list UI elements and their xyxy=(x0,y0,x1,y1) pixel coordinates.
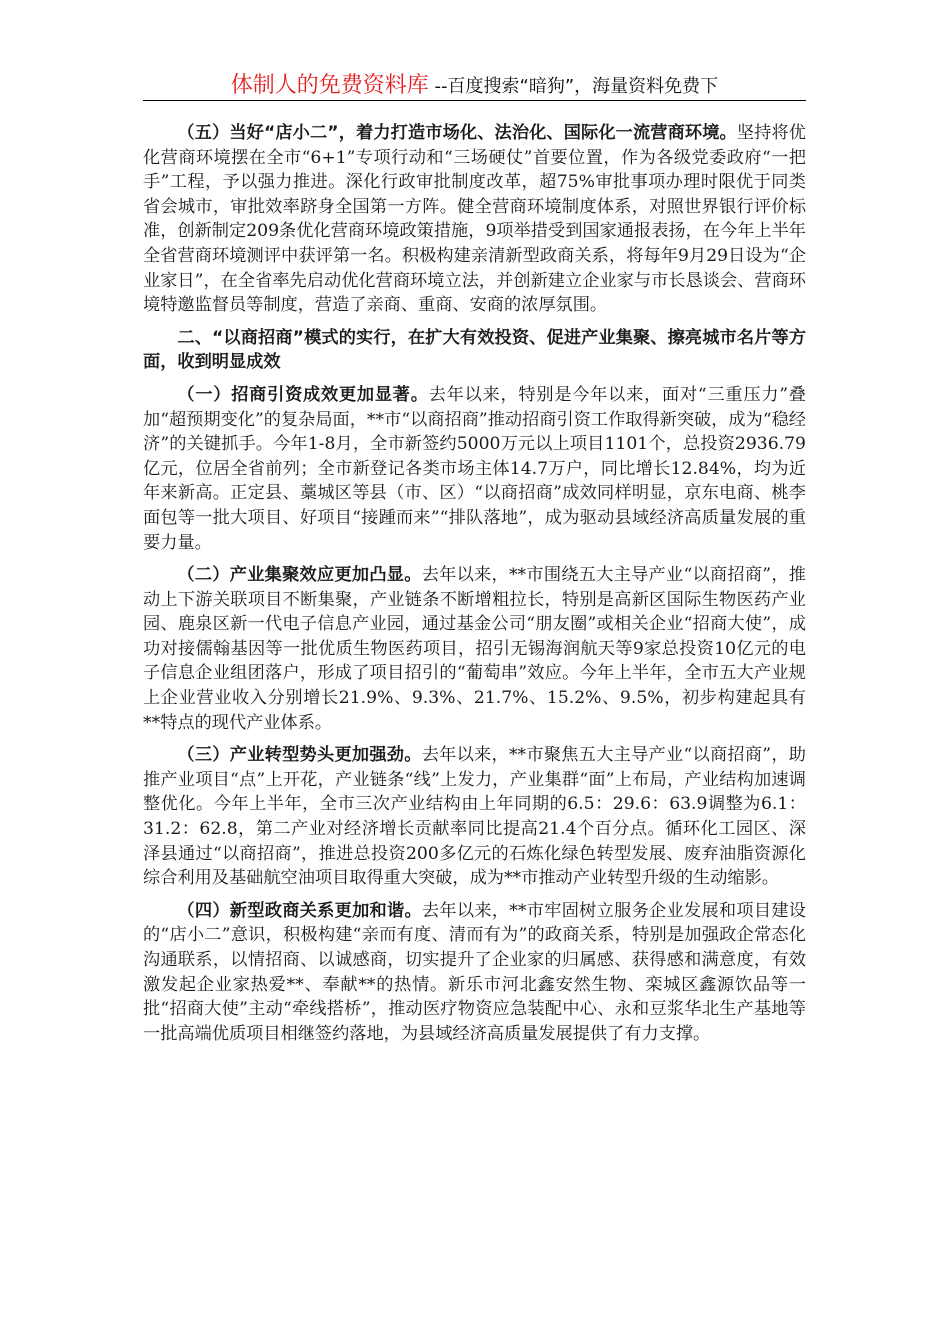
paragraph-heading: （二）产业集聚效应更加凸显。 xyxy=(177,565,422,586)
header-divider xyxy=(143,100,806,101)
paragraph-heading: （三）产业转型势头更加强劲。 xyxy=(177,745,422,766)
page-header xyxy=(143,70,806,102)
paragraph-text: 去年以来，**市牢固树立服务企业发展和项目建设的“店小二”意识，积极构建“亲而有度、清而有为”的政商关系，特别是加强政企常态化沟通联系，以情招商、以诚感商，切实提升了企业家的归属感、获得感和满意度，有效激发起企业家热爱**、奉献**的热情。新乐市河北鑫安然生物、栾城区鑫源饮品等一批“招商大使”主动“牵线搭桥”，推动医疗物资应急装配中心、永和豆浆华北生产基地等一批高端优质项目相继签约落地，为县域经济高质量发展提供了有力支撑。 xyxy=(143,900,806,1044)
header-brand: 体制人的免费资料库 xyxy=(230,73,429,98)
paragraph-heading: （五）当好“店小二”，着力打造市场化、法治化、国际化一流营商环境。 xyxy=(177,123,737,143)
paragraph-three xyxy=(143,743,806,891)
paragraph-text: 去年以来，**市围绕五大主导产业“以商招商”，推动上下游关联项目不断集聚，产业链条不断增粗拉长，特别是高新区国际生物医药产业园、鹿泉区新一代电子信息产业园，通过基金公司“朋友圈”或相关企业“招商大使”，成功对接儒翰基因等一批优质生物医药项目，招引无锡海润航天等9家总投资10亿元的电子信息企业组团落户，形成了项目招引的“葡萄串”效应。今年上半年，全市五大产业规上企业营业收入分别增长21.9%、9.3%、21.7%、15.2%、9.5%，初步构建起具有**特点的现代产业体系。 xyxy=(143,565,806,733)
paragraph-four xyxy=(143,899,806,1047)
paragraph-five xyxy=(143,121,806,318)
header-tagline: --百度搜索“暗狗”，海量资料免费下 xyxy=(428,76,719,97)
paragraph-heading: （一）招商引资成效更加显著。 xyxy=(177,384,429,405)
paragraph-one xyxy=(143,383,806,555)
paragraph-two xyxy=(143,563,806,735)
paragraph-text: 坚持将优化营商环境摆在全市“6+1”专项行动和“三场硬仗”首要位置，作为各级党委政府“一把手”工程，予以强力推进。深化行政审批制度改革，超75%审批事项办理时限优于同类省会城市，审批效率跻身全国第一方阵。健全营商环境制度体系，对照世界银行评价标准，创新制定209条优化营商环境政策措施，9项举措受到国家通报表扬，在今年上半年全省营商环境测评中获评第一名。积极构建亲清新型政商关系，将每年9月29日设为“企业家日”，在全省率先启动优化营商环境立法，并创新建立企业家与市长恳谈会、营商环境特邀监督员等制度，营造了亲商、重商、安商的浓厚氛围。 xyxy=(143,123,806,316)
section-title: 二、“以商招商”模式的实行，在扩大有效投资、促进产业集聚、擦亮城市名片等方面，收到明显成效 xyxy=(143,327,806,373)
paragraph-text: 去年以来，**市聚焦五大主导产业“以商招商”，助推产业项目“点”上开花，产业链条“线”上发力，产业集群“面”上布局，产业结构加速调整优化。今年上半年，全市三次产业结构由上年同期的6.5：29.6：63.9调整为6.1：31.2：62.8，第二产业对经济增长贡献率同比提高21.4个百分点。循环化工园区、深泽县通过“以商招商”，推进总投资200多亿元的石炼化绿色转型发展、废弃油脂资源化综合利用及基础航空油项目取得重大突破，成为**市推动产业转型升级的生动缩影。 xyxy=(143,745,806,889)
paragraph-text: 去年以来，特别是今年以来，面对“三重压力”叠加“超预期变化”的复杂局面，**市“以商招商”推动招商引资工作取得新突破，成为“稳经济”的关键抓手。今年1-8月，全市新签约5000万元以上项目1101个，总投资2936.79亿元，位居全省前列；全市新登记各类市场主体14.7万户，同比增长12.84%，均为近年来新高。正定县、藁城区等县（市、区）“以商招商”成效同样明显，京东电商、桃李面包等一批大项目、好项目“接踵而来”“排队落地”，成为驱动县域经济高质量发展的重要力量。 xyxy=(143,384,806,553)
document-body xyxy=(143,121,806,1054)
paragraph-heading: （四）新型政商关系更加和谐。 xyxy=(177,900,422,921)
